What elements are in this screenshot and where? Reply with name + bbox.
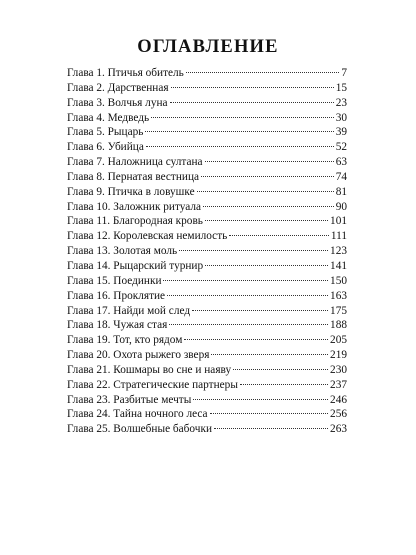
toc-entry-label: Глава 24. Тайна ночного леса <box>67 408 208 421</box>
dot-leader <box>146 146 334 147</box>
toc-entry-label: Глава 19. Тот, кто рядом <box>67 334 183 347</box>
toc-entry-page-number: 123 <box>330 245 347 258</box>
dot-leader <box>179 250 328 251</box>
toc-entry-page-number: 30 <box>335 111 347 124</box>
toc-entry-label: Глава 13. Золотая моль <box>67 245 178 258</box>
dot-leader <box>240 384 328 385</box>
toc-entry-page-number: 150 <box>330 274 347 287</box>
toc-entry <box>67 214 347 229</box>
toc-entry-label: Глава 4. Медведь <box>67 111 150 124</box>
dot-leader <box>229 235 329 236</box>
dot-leader <box>145 131 333 132</box>
toc-entry-page-number: 74 <box>335 170 347 183</box>
dot-leader <box>205 220 328 221</box>
toc-entry <box>67 259 347 274</box>
toc-entry-page-number: 246 <box>330 393 347 406</box>
toc-entry-page-number: 205 <box>330 334 347 347</box>
toc-entry-label: Глава 2. Дарственная <box>67 81 169 94</box>
toc-entry-label: Глава 9. Птичка в ловушке <box>67 185 195 198</box>
toc-entry-label: Глава 23. Разбитые мечты <box>67 393 192 406</box>
toc-entry-page-number: 101 <box>330 215 347 228</box>
toc-entry <box>67 229 347 244</box>
dot-leader <box>205 161 334 162</box>
dot-leader <box>205 265 328 266</box>
toc-entry-label: Глава 6. Убийца <box>67 141 144 154</box>
toc-entry-page-number: 90 <box>335 200 347 213</box>
toc-entry <box>67 155 347 170</box>
toc-entry <box>67 140 347 155</box>
dot-leader <box>169 324 328 325</box>
toc-entry-label: Глава 8. Пернатая вестница <box>67 170 200 183</box>
toc-entry-page-number: 23 <box>335 96 347 109</box>
dot-leader <box>203 206 334 207</box>
toc-entry-page-number: 256 <box>330 408 347 421</box>
toc-entry-page-number: 175 <box>330 304 347 317</box>
toc-entry <box>67 81 347 96</box>
dot-leader <box>210 413 328 414</box>
toc-entry <box>67 200 347 215</box>
toc-entry-label: Глава 18. Чужая стая <box>67 319 168 332</box>
toc-entry <box>67 333 347 348</box>
table-of-contents <box>67 66 347 437</box>
toc-entry <box>67 363 347 378</box>
toc-entry-page-number: 219 <box>330 349 347 362</box>
dot-leader <box>211 354 328 355</box>
toc-entry-page-number: 230 <box>330 363 347 376</box>
toc-entry-page-number: 111 <box>330 230 347 243</box>
toc-entry <box>67 348 347 363</box>
dot-leader <box>171 87 334 88</box>
dot-leader <box>170 102 334 103</box>
toc-entry-page-number: 141 <box>330 259 347 272</box>
toc-entry <box>67 422 347 437</box>
toc-entry <box>67 289 347 304</box>
toc-entry-label: Глава 12. Королевская немилость <box>67 230 228 243</box>
toc-entry <box>67 393 347 408</box>
dot-leader <box>197 191 334 192</box>
toc-entry-page-number: 7 <box>341 67 347 79</box>
dot-leader <box>186 72 340 73</box>
toc-entry-page-number: 81 <box>335 185 347 198</box>
toc-entry <box>67 318 347 333</box>
toc-entry-label: Глава 17. Найди мой след <box>67 304 191 317</box>
toc-entry-label: Глава 11. Благородная кровь <box>67 215 203 228</box>
dot-leader <box>214 428 328 429</box>
toc-entry-label: Глава 20. Охота рыжего зверя <box>67 349 210 362</box>
toc-entry-page-number: 15 <box>335 81 347 94</box>
dot-leader <box>163 280 328 281</box>
dot-leader <box>233 369 328 370</box>
toc-entry-label: Глава 15. Поединки <box>67 274 162 287</box>
dot-leader <box>201 176 334 177</box>
toc-entry-page-number: 52 <box>335 141 347 154</box>
toc-entry-label: Глава 22. Стратегические партнеры <box>67 378 238 391</box>
toc-entry-page-number: 163 <box>330 289 347 302</box>
toc-entry-label: Глава 5. Рыцарь <box>67 126 144 139</box>
toc-entry-page-number: 237 <box>330 378 347 391</box>
toc-entry-label: Глава 14. Рыцарский турнир <box>67 259 204 272</box>
toc-entry-label: Глава 1. Птичья обитель <box>67 67 184 79</box>
toc-entry <box>67 407 347 422</box>
toc-entry <box>67 274 347 289</box>
toc-entry-label: Глава 10. Заложник ритуала <box>67 200 202 213</box>
page-title: ОГЛАВЛЕНИЕ <box>137 37 279 57</box>
toc-entry <box>67 96 347 111</box>
dot-leader <box>151 117 334 118</box>
toc-entry-label: Глава 21. Кошмары во сне и наяву <box>67 363 232 376</box>
toc-entry <box>67 170 347 185</box>
toc-entry <box>67 111 347 126</box>
dot-leader <box>167 295 328 296</box>
toc-entry <box>67 378 347 393</box>
toc-entry-label: Глава 7. Наложница султана <box>67 156 203 169</box>
toc-entry <box>67 304 347 319</box>
toc-entry <box>67 244 347 259</box>
toc-entry <box>67 185 347 200</box>
toc-entry-page-number: 188 <box>330 319 347 332</box>
dot-leader <box>184 339 328 340</box>
dot-leader <box>193 399 328 400</box>
toc-entry <box>67 66 347 81</box>
toc-entry-label: Глава 16. Проклятие <box>67 289 166 302</box>
toc-entry <box>67 125 347 140</box>
toc-entry-page-number: 39 <box>335 126 347 139</box>
toc-entry-label: Глава 3. Волчья луна <box>67 96 168 109</box>
toc-entry-page-number: 63 <box>335 156 347 169</box>
toc-entry-page-number: 263 <box>330 423 347 436</box>
dot-leader <box>192 310 328 311</box>
toc-entry-label: Глава 25. Волшебные бабочки <box>67 423 212 436</box>
